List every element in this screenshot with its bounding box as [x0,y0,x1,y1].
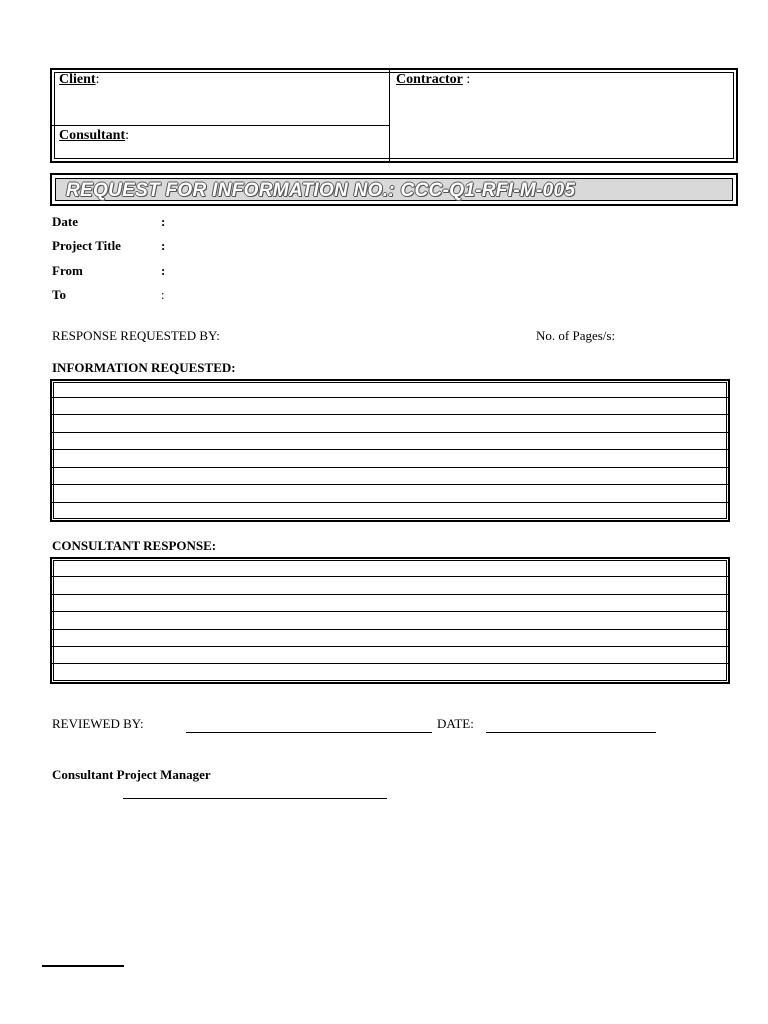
contractor-label [396,72,470,88]
header-divider-horizontal [52,125,389,126]
to-label: To [52,287,66,302]
review-date-line[interactable] [486,732,656,733]
to-colon: : [161,287,165,302]
information-requested-line [52,414,728,415]
consultant-response-line [52,646,728,647]
information-requested-line [52,502,728,503]
date-colon: : [161,214,166,229]
date-label: Date [52,214,78,229]
consultant-response-box[interactable] [50,557,730,684]
consultant-project-manager-label: Consultant Project Manager [52,767,211,782]
information-requested-line [52,467,728,468]
consultant-response-line [52,663,728,664]
information-requested-inner-border [53,382,727,519]
consultant-label-text: Consultant [59,128,126,143]
footnote-separator [42,965,124,967]
project-title-colon: : [161,238,166,253]
client-label-colon: : [95,72,100,87]
consultant-response-heading: CONSULTANT RESPONSE: [52,538,217,553]
rfi-title: REQUEST FOR INFORMATION NO.: CCC-Q1-RFI-M-005 [66,180,576,201]
information-requested-line [52,449,728,450]
from-label: From [52,263,83,278]
header-divider-vertical [389,70,390,161]
client-label-text: Client [59,72,96,87]
reviewed-by-line[interactable] [186,732,432,733]
from-colon: : [161,263,166,278]
response-requested-by-label: RESPONSE REQUESTED BY: [52,328,220,343]
information-requested-line [52,432,728,433]
consultant-response-line [52,629,728,630]
consultant-response-line [52,576,728,577]
information-requested-heading: INFORMATION REQUESTED: [52,360,236,375]
reviewed-by-label: REVIEWED BY: [52,716,144,731]
contractor-label-text: Contractor [396,72,463,87]
consultant-response-line [52,594,728,595]
header-table [50,68,738,163]
signature-line[interactable] [123,798,387,799]
client-label [59,72,99,88]
header-table-inner-border [54,72,734,159]
contractor-label-colon: : [462,72,471,87]
review-date-label: DATE: [437,716,474,731]
project-title-label: Project Title [52,238,121,253]
information-requested-line [52,397,728,398]
information-requested-box[interactable] [50,379,730,522]
consultant-label [59,128,129,144]
rfi-title-fill [55,178,733,201]
consultant-label-colon: : [125,128,130,143]
pages-label: No. of Pages/s: [536,328,616,343]
consultant-response-line [52,611,728,612]
rfi-title-bar [50,173,738,206]
information-requested-line [52,484,728,485]
